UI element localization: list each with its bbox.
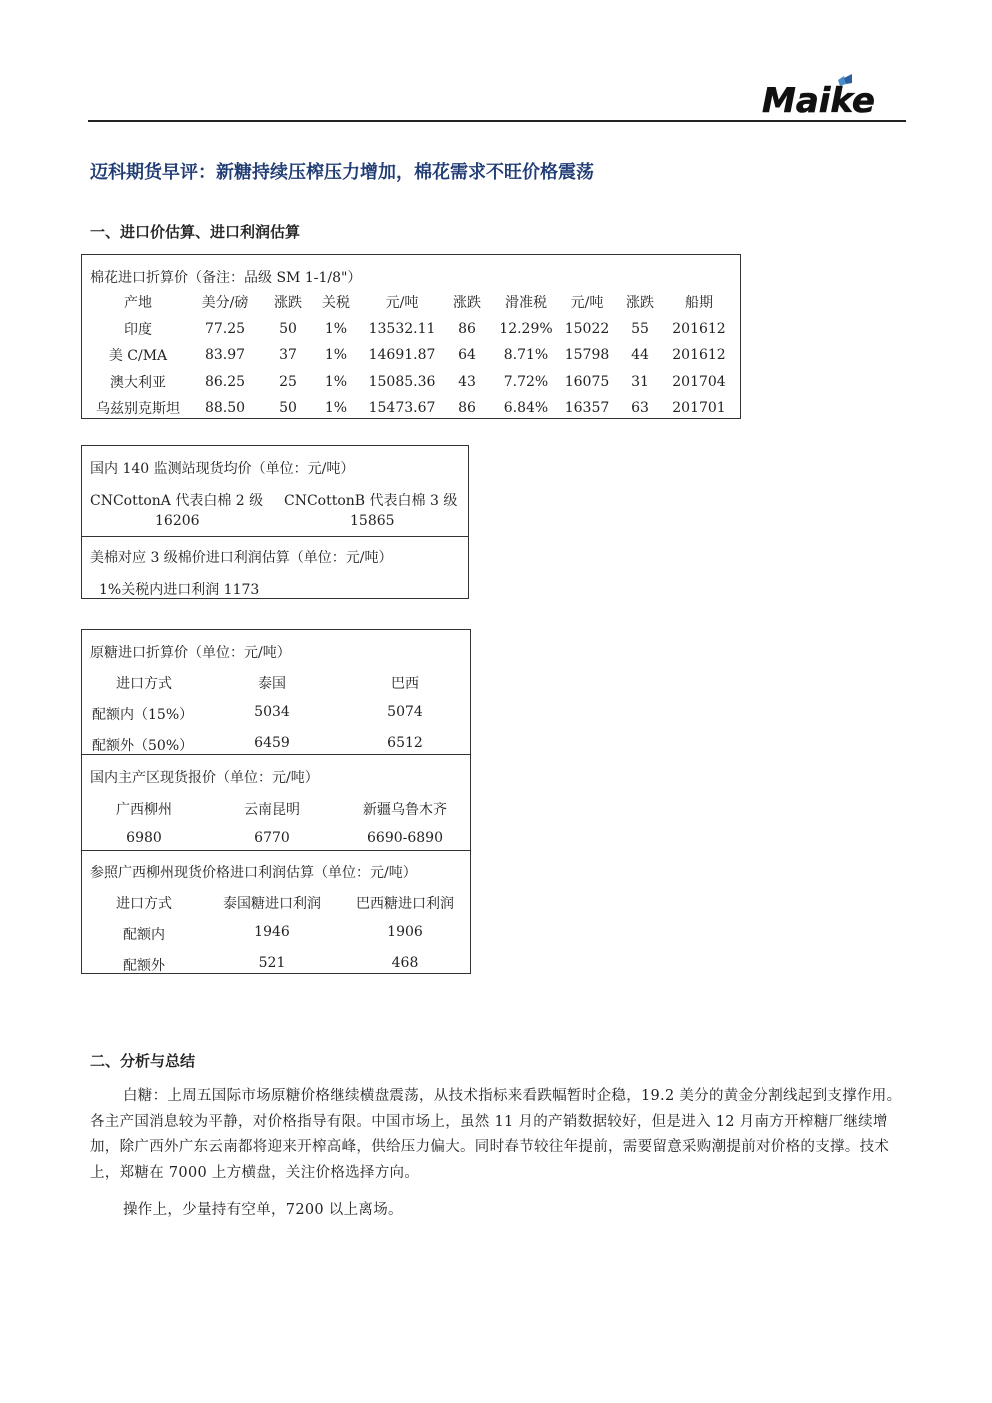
cncotton-b-value: 15865 [350, 513, 395, 529]
table-cell: 14691.87 [368, 347, 436, 364]
table-cell: 5074 [387, 704, 423, 720]
section2-heading: 二、分析与总结 [90, 1052, 196, 1070]
table-cell: 配额外（50%） [92, 738, 194, 754]
table-cell: 31 [631, 373, 649, 390]
spot-price: 6980 [126, 830, 162, 846]
header-cell: 进口方式 [116, 676, 172, 692]
table-cell: 15473.67 [368, 400, 436, 417]
table-cell: 88.50 [204, 400, 246, 417]
spot-place: 新疆乌鲁木齐 [363, 802, 447, 818]
analysis-paragraph: 白糖：上周五国际市场原糖价格继续横盘震荡，从技术指标来看跌幅暂时企稳，19.2 美分的黄金分割线起到支撑作用。各主产国消息较为平静，对价格指导有限。中国市场上，虽然 11 月的产销数据较好，但是进入 12 月南方开榨糖厂继续增加，除广西外广东云南都将迎来开榨高峰，供给压力偏大。同时春节较往年提前，需要留意采购潮提前对价格的支撑。技术上，郑糖在 7000 上方横盘，关注价格选择方向。 [90, 1088, 902, 1181]
table-cell: 印度 [124, 321, 152, 338]
table-cell: 44 [631, 347, 649, 364]
table-cell: 6512 [387, 735, 423, 751]
box-divider [82, 536, 468, 537]
table-cell: 83.97 [204, 347, 246, 364]
header-cell: 进口方式 [116, 896, 172, 912]
table-cell: 美 C/MA [108, 348, 168, 365]
spot-place: 云南昆明 [244, 802, 300, 818]
table-cell: 37 [279, 347, 297, 364]
table-cell: 201612 [672, 347, 726, 364]
cncotton-a-label: CNCottonA 代表白棉 2 级 [90, 493, 264, 509]
logo-wordmark: Maike [762, 81, 875, 120]
header-cell: 巴西糖进口利润 [356, 896, 454, 912]
cotton-domestic-box [81, 445, 469, 599]
header-cell: 泰国糖进口利润 [223, 896, 321, 912]
header-cell: 关税 [322, 295, 350, 312]
header-cell: 美分/磅 [201, 295, 249, 312]
table-cell: 配额外 [123, 958, 165, 974]
table-cell: 1% [324, 347, 348, 364]
table-cell: 43 [458, 373, 476, 390]
cotton-domestic-caption: 国内 140 监测站现货均价（单位：元/吨） [90, 461, 355, 477]
table-cell: 25 [279, 373, 297, 390]
header-cell: 产地 [124, 295, 152, 312]
table-cell: 16357 [564, 400, 610, 417]
table-cell: 521 [258, 955, 286, 971]
sugar-box [81, 629, 471, 974]
table-cell: 15022 [564, 320, 610, 337]
sugar-import-caption: 原糖进口折算价（单位：元/吨） [90, 645, 291, 661]
table-cell: 6459 [254, 735, 290, 751]
table-cell: 8.71% [503, 347, 549, 364]
table-row [88, 395, 728, 422]
table-row [88, 369, 728, 396]
header-cell: 元/吨 [570, 295, 604, 312]
header-cell: 泰国 [258, 676, 286, 692]
table-cell: 1946 [254, 924, 290, 940]
table-cell: 配额内 [123, 927, 165, 943]
table-cell: 5034 [254, 704, 290, 720]
box-divider [82, 850, 470, 851]
header-cell: 涨跌 [274, 295, 302, 312]
cotton-profit-text: 1%关税内进口利润 1173 [99, 582, 260, 598]
table-cell: 86.25 [204, 373, 246, 390]
table-cell: 15798 [564, 347, 610, 364]
table-cell: 64 [458, 347, 476, 364]
header-cell: 元/吨 [385, 295, 419, 312]
page-title: 迈科期货早评：新糖持续压榨压力增加，棉花需求不旺价格震荡 [90, 162, 594, 183]
table-cell: 50 [279, 400, 297, 417]
table-cell: 配额内（15%） [92, 707, 194, 723]
table-header-row [88, 289, 728, 316]
sugar-spot-caption: 国内主产区现货报价（单位：元/吨） [90, 770, 319, 786]
table-cell: 86 [458, 320, 476, 337]
operation-paragraph: 操作上，少量持有空单，7200 以上离场。 [123, 1202, 403, 1218]
cotton-profit-caption: 美棉对应 3 级棉价进口利润估算（单位：元/吨） [90, 550, 393, 566]
cncotton-b-label: CNCottonB 代表白棉 3 级 [284, 493, 458, 509]
header-rule [88, 120, 906, 122]
table-cell: 1% [324, 320, 348, 337]
header-cell: 涨跌 [626, 295, 654, 312]
table-cell: 55 [631, 320, 649, 337]
table-cell: 63 [631, 400, 649, 417]
header-cell: 巴西 [391, 676, 419, 692]
table-cell: 12.29% [499, 320, 553, 337]
table-cell: 6.84% [503, 400, 549, 417]
table-cell: 86 [458, 400, 476, 417]
table-cell: 50 [279, 320, 297, 337]
table-cell: 1906 [387, 924, 423, 940]
table-cell: 468 [391, 955, 419, 971]
cncotton-a-value: 16206 [155, 513, 200, 529]
sugar-profit-caption: 参照广西柳州现货价格进口利润估算（单位：元/吨） [90, 865, 417, 881]
maike-logo [760, 74, 900, 120]
table-cell: 乌兹别克斯坦 [96, 401, 180, 418]
spot-place: 广西柳州 [116, 802, 172, 818]
table-cell: 16075 [564, 373, 610, 390]
table-cell: 15085.36 [368, 373, 436, 390]
header-cell: 涨跌 [453, 295, 481, 312]
cotton-import-grid [88, 289, 728, 422]
box-divider [82, 754, 470, 755]
cotton-import-caption: 棉花进口折算价（备注：品级 SM 1-1/8"） [90, 270, 362, 286]
table-cell: 201701 [672, 400, 726, 417]
section1-heading: 一、进口价估算、进口利润估算 [90, 223, 301, 241]
spot-price: 6770 [254, 830, 290, 846]
table-row [88, 316, 728, 343]
table-row [88, 342, 728, 369]
table-cell: 1% [324, 400, 348, 417]
cotton-import-table [81, 254, 741, 419]
table-cell: 澳大利亚 [110, 374, 166, 391]
table-cell: 7.72% [503, 373, 549, 390]
table-cell: 77.25 [204, 320, 246, 337]
header-cell: 滑准税 [505, 295, 547, 312]
table-cell: 13532.11 [368, 320, 436, 337]
spot-price: 6690-6890 [367, 830, 443, 846]
table-cell: 1% [324, 373, 348, 390]
table-cell: 201704 [672, 373, 726, 390]
header-cell: 船期 [685, 295, 713, 312]
table-cell: 201612 [672, 320, 726, 337]
